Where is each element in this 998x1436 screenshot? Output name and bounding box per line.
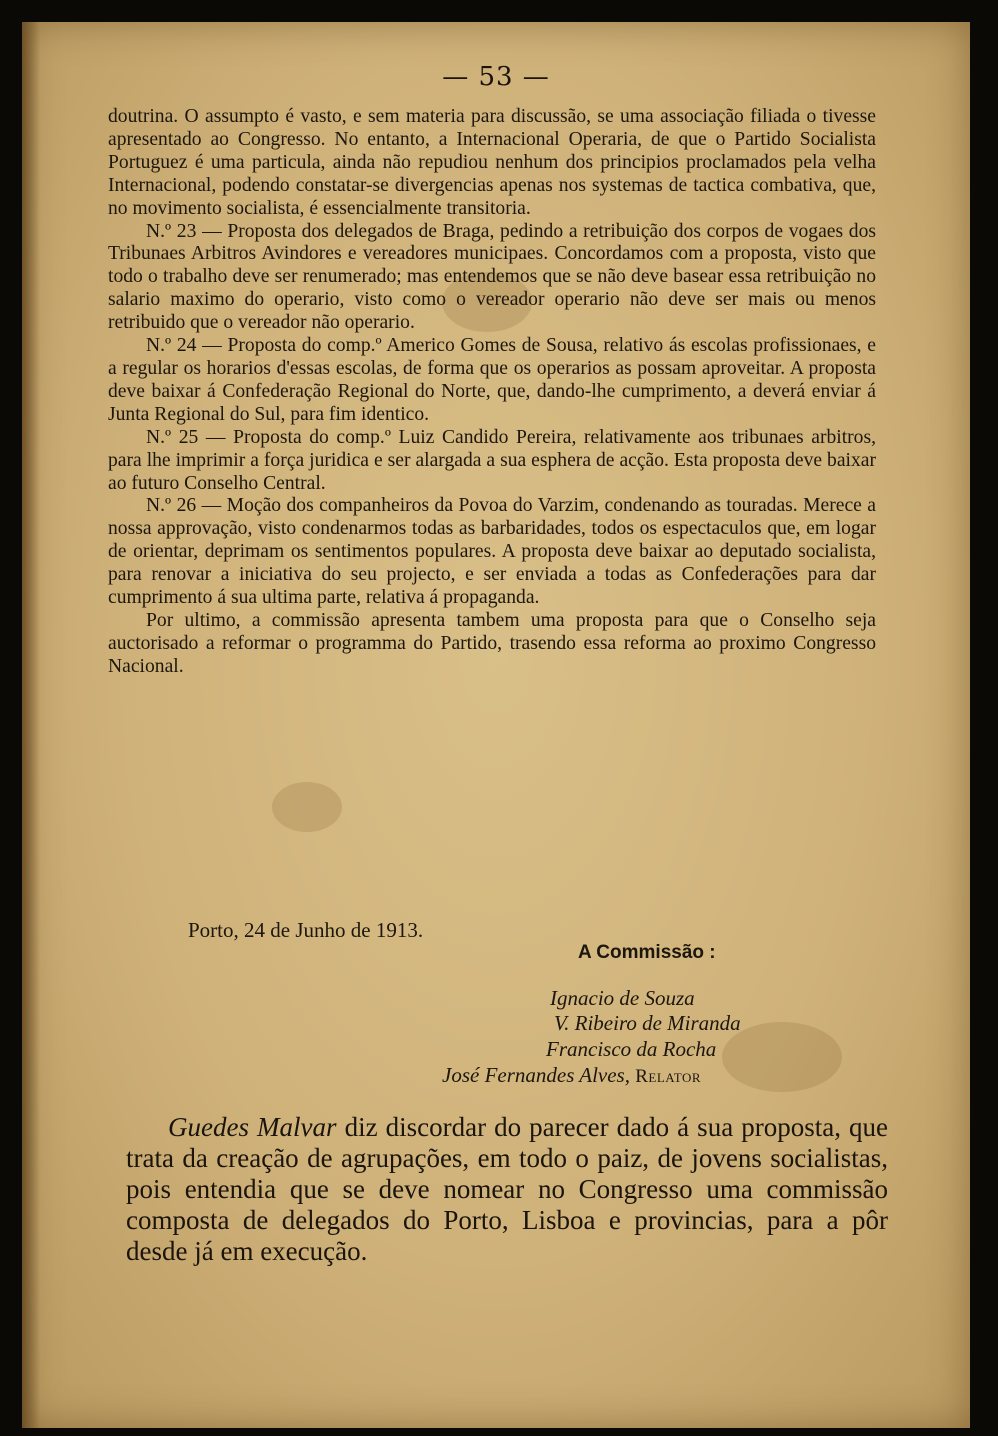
relator-label: Relator [635, 1066, 702, 1087]
signatory-name: Ignacio de Souza [550, 986, 695, 1010]
page-gutter-shadow [22, 22, 40, 1428]
proceedings-paragraph [126, 1112, 888, 1267]
signatory-name: Francisco da Rocha [546, 1037, 717, 1061]
proceedings-text [126, 1112, 888, 1267]
report-paragraph: N.º 23 — Proposta dos delegados de Braga, pedindo a retribuição dos corpos de vogaes dos Tribunaes Arbitros Avindores e vereadores municipaes. Concordamos com a proposta, visto que todo o trabalho deve ser renumerado; mas entendemos que se não deve basear essa retribuição no salario maximo do operario, visto como o vereador operario não deve ser mais ou menos retribuido que o vereador não operario. [108, 220, 876, 334]
report-paragraph: N.º 26 — Moção dos companheiros da Povoa do Varzim, condenando as touradas. Merece a nossa approvação, visto condenarmos todas as barbaridades, todos os espectaculos que, em logar de orientar, deprimam os sentimentos populares. A proposta deve baixar ao deputado socialista, para renovar a iniciativa do seu projecto, e ser enviada a todas as Confederações para dar cumprimento á sua ultima parte, relativa á propaganda. [108, 495, 876, 609]
report-paragraph: N.º 24 — Proposta do comp.º Americo Gomes de Sousa, relativo ás escolas profissionaes, e a regular os horarios d'essas escolas, de forma que os operarios as possam aproveitar. A proposta deve baixar á Confederação Regional do Norte, que, dando-lhe cumprimento, a deverá enviar á Junta Regional do Sul, para fim identico. [108, 335, 876, 425]
place-and-date: Porto, 24 de Junho de 1913. [188, 918, 424, 942]
report-paragraph: Por ultimo, a commissão apresenta tambem uma proposta para que o Conselho seja auctorisado a reformar o programma do Partido, trasendo essa reforma ao proximo Congresso Nacional. [108, 609, 876, 677]
signatory-relator [442, 1063, 701, 1089]
signatory-name: José Fernandes Alves, [442, 1063, 630, 1087]
commission-report [108, 106, 876, 679]
commission-heading: A Commissão : [578, 942, 716, 963]
signatory-name: V. Ribeiro de Miranda [554, 1011, 741, 1035]
report-paragraph: N.º 25 — Proposta do comp.º Luiz Candido Pereira, relativamente aos tribunaes arbitros, para lhe imprimir a força juridica e ser alargada a sua esphera de acção. Esta proposta deve baixar ao futuro Conselho Central. [108, 426, 876, 494]
speaker-statement: diz discordar do parecer dado á sua proposta, que trata da creação de agrupações, em todo o paiz, de jovens socialistas, pois entendia que se deve nomear no Congresso uma commissão composta de delegados do Porto, Lisboa e provincias, para a pôr desde já em execução. [126, 1112, 888, 1266]
book-page [22, 22, 970, 1428]
report-paragraph: doutrina. O assumpto é vasto, e sem materia para discussão, se uma associação filiada o tivesse apresentado ao Congresso. No entanto, a Internacional Operaria, de que o Partido Socialista Portuguez é uma particula, ainda não repudiou nenhum dos principios proclamados pela velha Internacional, podendo constatar-se divergencias apenas nos systemas de tactica combativa, que, no movimento socialista, é essencialmente transitoria. [108, 106, 876, 219]
speaker-name: Guedes Malvar [168, 1112, 337, 1142]
paper-stain [272, 782, 342, 832]
page-number: — 53 — [442, 62, 550, 92]
